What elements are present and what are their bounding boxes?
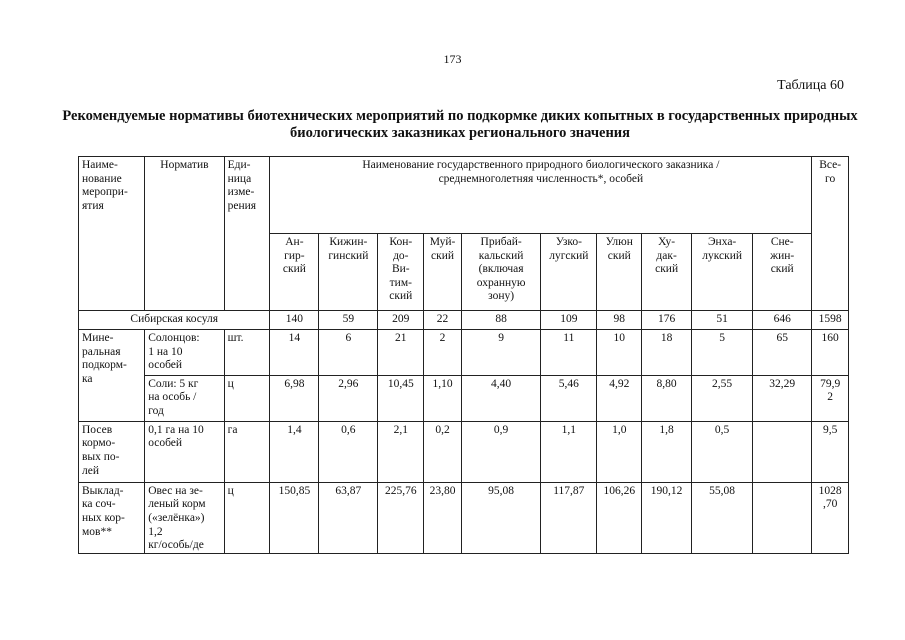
value-cell: 1,1 <box>541 421 597 482</box>
reserve-name: Сне- жин- ский <box>753 234 812 311</box>
value-cell: 5 <box>692 330 753 376</box>
unit-cell: га <box>224 421 270 482</box>
header-total: Все- го <box>812 157 849 311</box>
value-cell: 11 <box>541 330 597 376</box>
value-cell: 225,76 <box>378 482 424 553</box>
norms-table <box>78 156 849 554</box>
table-row <box>79 482 849 553</box>
header-row <box>79 157 849 234</box>
activity-cell: Выклад- ка соч- ных кор- мов** <box>79 482 145 553</box>
value-cell <box>753 482 812 553</box>
species-count: 98 <box>597 311 642 330</box>
unit-cell: шт. <box>224 330 270 376</box>
norm-text: Овес на зе- леный корм («зелёнка») 1,2 кг/особь/де <box>148 484 206 551</box>
reserve-name: Муй- ский <box>424 234 462 311</box>
value-cell: 21 <box>378 330 424 376</box>
reserve-name: Энха- лукский <box>692 234 753 311</box>
species-count: 109 <box>541 311 597 330</box>
value-cell: 1,4 <box>270 421 319 482</box>
page-number: 173 <box>443 52 462 66</box>
table-row <box>79 421 849 482</box>
species-count: 646 <box>753 311 812 330</box>
species-count: 176 <box>642 311 692 330</box>
total-cell: 160 <box>812 330 849 376</box>
header-norm: Норматив <box>145 157 224 311</box>
reserve-name: Кон- до- Ви- тим- ский <box>378 234 424 311</box>
value-cell: 2,96 <box>319 375 378 421</box>
reserve-name: Прибай- кальский (включая охранную зону) <box>461 234 540 311</box>
value-cell: 117,87 <box>541 482 597 553</box>
reserve-name: Ан- гир- ский <box>270 234 319 311</box>
value-cell: 14 <box>270 330 319 376</box>
value-cell: 0,5 <box>692 421 753 482</box>
value-cell: 55,08 <box>692 482 753 553</box>
value-cell: 2 <box>424 330 462 376</box>
value-cell: 95,08 <box>461 482 540 553</box>
value-cell: 5,46 <box>541 375 597 421</box>
value-cell: 150,85 <box>270 482 319 553</box>
table-row <box>79 375 849 421</box>
value-cell: 6,98 <box>270 375 319 421</box>
total-cell: 1028 ,70 <box>812 482 849 553</box>
species-count: 51 <box>692 311 753 330</box>
value-cell: 32,29 <box>753 375 812 421</box>
value-cell <box>753 421 812 482</box>
value-cell: 0,9 <box>461 421 540 482</box>
reserve-name: Кижин- гинский <box>319 234 378 311</box>
value-cell: 10 <box>597 330 642 376</box>
value-cell: 1,8 <box>642 421 692 482</box>
species-count: 140 <box>270 311 319 330</box>
value-cell: 2,1 <box>378 421 424 482</box>
value-cell: 4,40 <box>461 375 540 421</box>
activity-cell: Мине- ральная подкорм- ка <box>79 330 145 422</box>
header-reserves: Наименование государственного природного биологического заказника / среднемноголетняя численность*, особей <box>270 157 812 234</box>
value-cell: 0,2 <box>424 421 462 482</box>
norm-cell: Соли: 5 кг на особь / год <box>145 375 224 421</box>
reserve-name: Улюн ский <box>597 234 642 311</box>
value-cell: 10,45 <box>378 375 424 421</box>
species-total: 1598 <box>812 311 849 330</box>
value-cell: 23,80 <box>424 482 462 553</box>
species-count: 209 <box>378 311 424 330</box>
value-cell: 1,0 <box>597 421 642 482</box>
norm-cell: 0,1 га на 10 особей <box>145 421 224 482</box>
species-count: 88 <box>461 311 540 330</box>
table-row <box>79 330 849 376</box>
norm-cell <box>145 482 224 553</box>
unit-cell: ц <box>224 375 270 421</box>
reserve-name: Ху- дак- ский <box>642 234 692 311</box>
header-activity: Наиме- нование меропри- ятия <box>79 157 145 311</box>
value-cell: 6 <box>319 330 378 376</box>
value-cell: 18 <box>642 330 692 376</box>
value-cell: 106,26 <box>597 482 642 553</box>
value-cell: 8,80 <box>642 375 692 421</box>
species-label: Сибирская косуля <box>79 311 270 330</box>
reserve-name: Узко- лугский <box>541 234 597 311</box>
value-cell: 2,55 <box>692 375 753 421</box>
species-row <box>79 311 849 330</box>
header-unit: Еди- ница изме- рения <box>224 157 270 311</box>
total-cell: 79,9 2 <box>812 375 849 421</box>
value-cell: 63,87 <box>319 482 378 553</box>
value-cell: 190,12 <box>642 482 692 553</box>
activity-cell: Посев кормо- вых по- лей <box>79 421 145 482</box>
value-cell: 9 <box>461 330 540 376</box>
value-cell: 65 <box>753 330 812 376</box>
table-title: Рекомендуемые нормативы биотехнических мероприятий по подкормке диких копытных в государственных природных биологических заказниках регионального значения <box>62 108 858 141</box>
value-cell: 0,6 <box>319 421 378 482</box>
value-cell: 1,10 <box>424 375 462 421</box>
species-count: 22 <box>424 311 462 330</box>
species-count: 59 <box>319 311 378 330</box>
value-cell: 4,92 <box>597 375 642 421</box>
table-label: Таблица 60 <box>777 78 844 93</box>
total-cell: 9,5 <box>812 421 849 482</box>
norm-cell: Солонцов: 1 на 10 особей <box>145 330 224 376</box>
unit-cell: ц <box>224 482 270 553</box>
